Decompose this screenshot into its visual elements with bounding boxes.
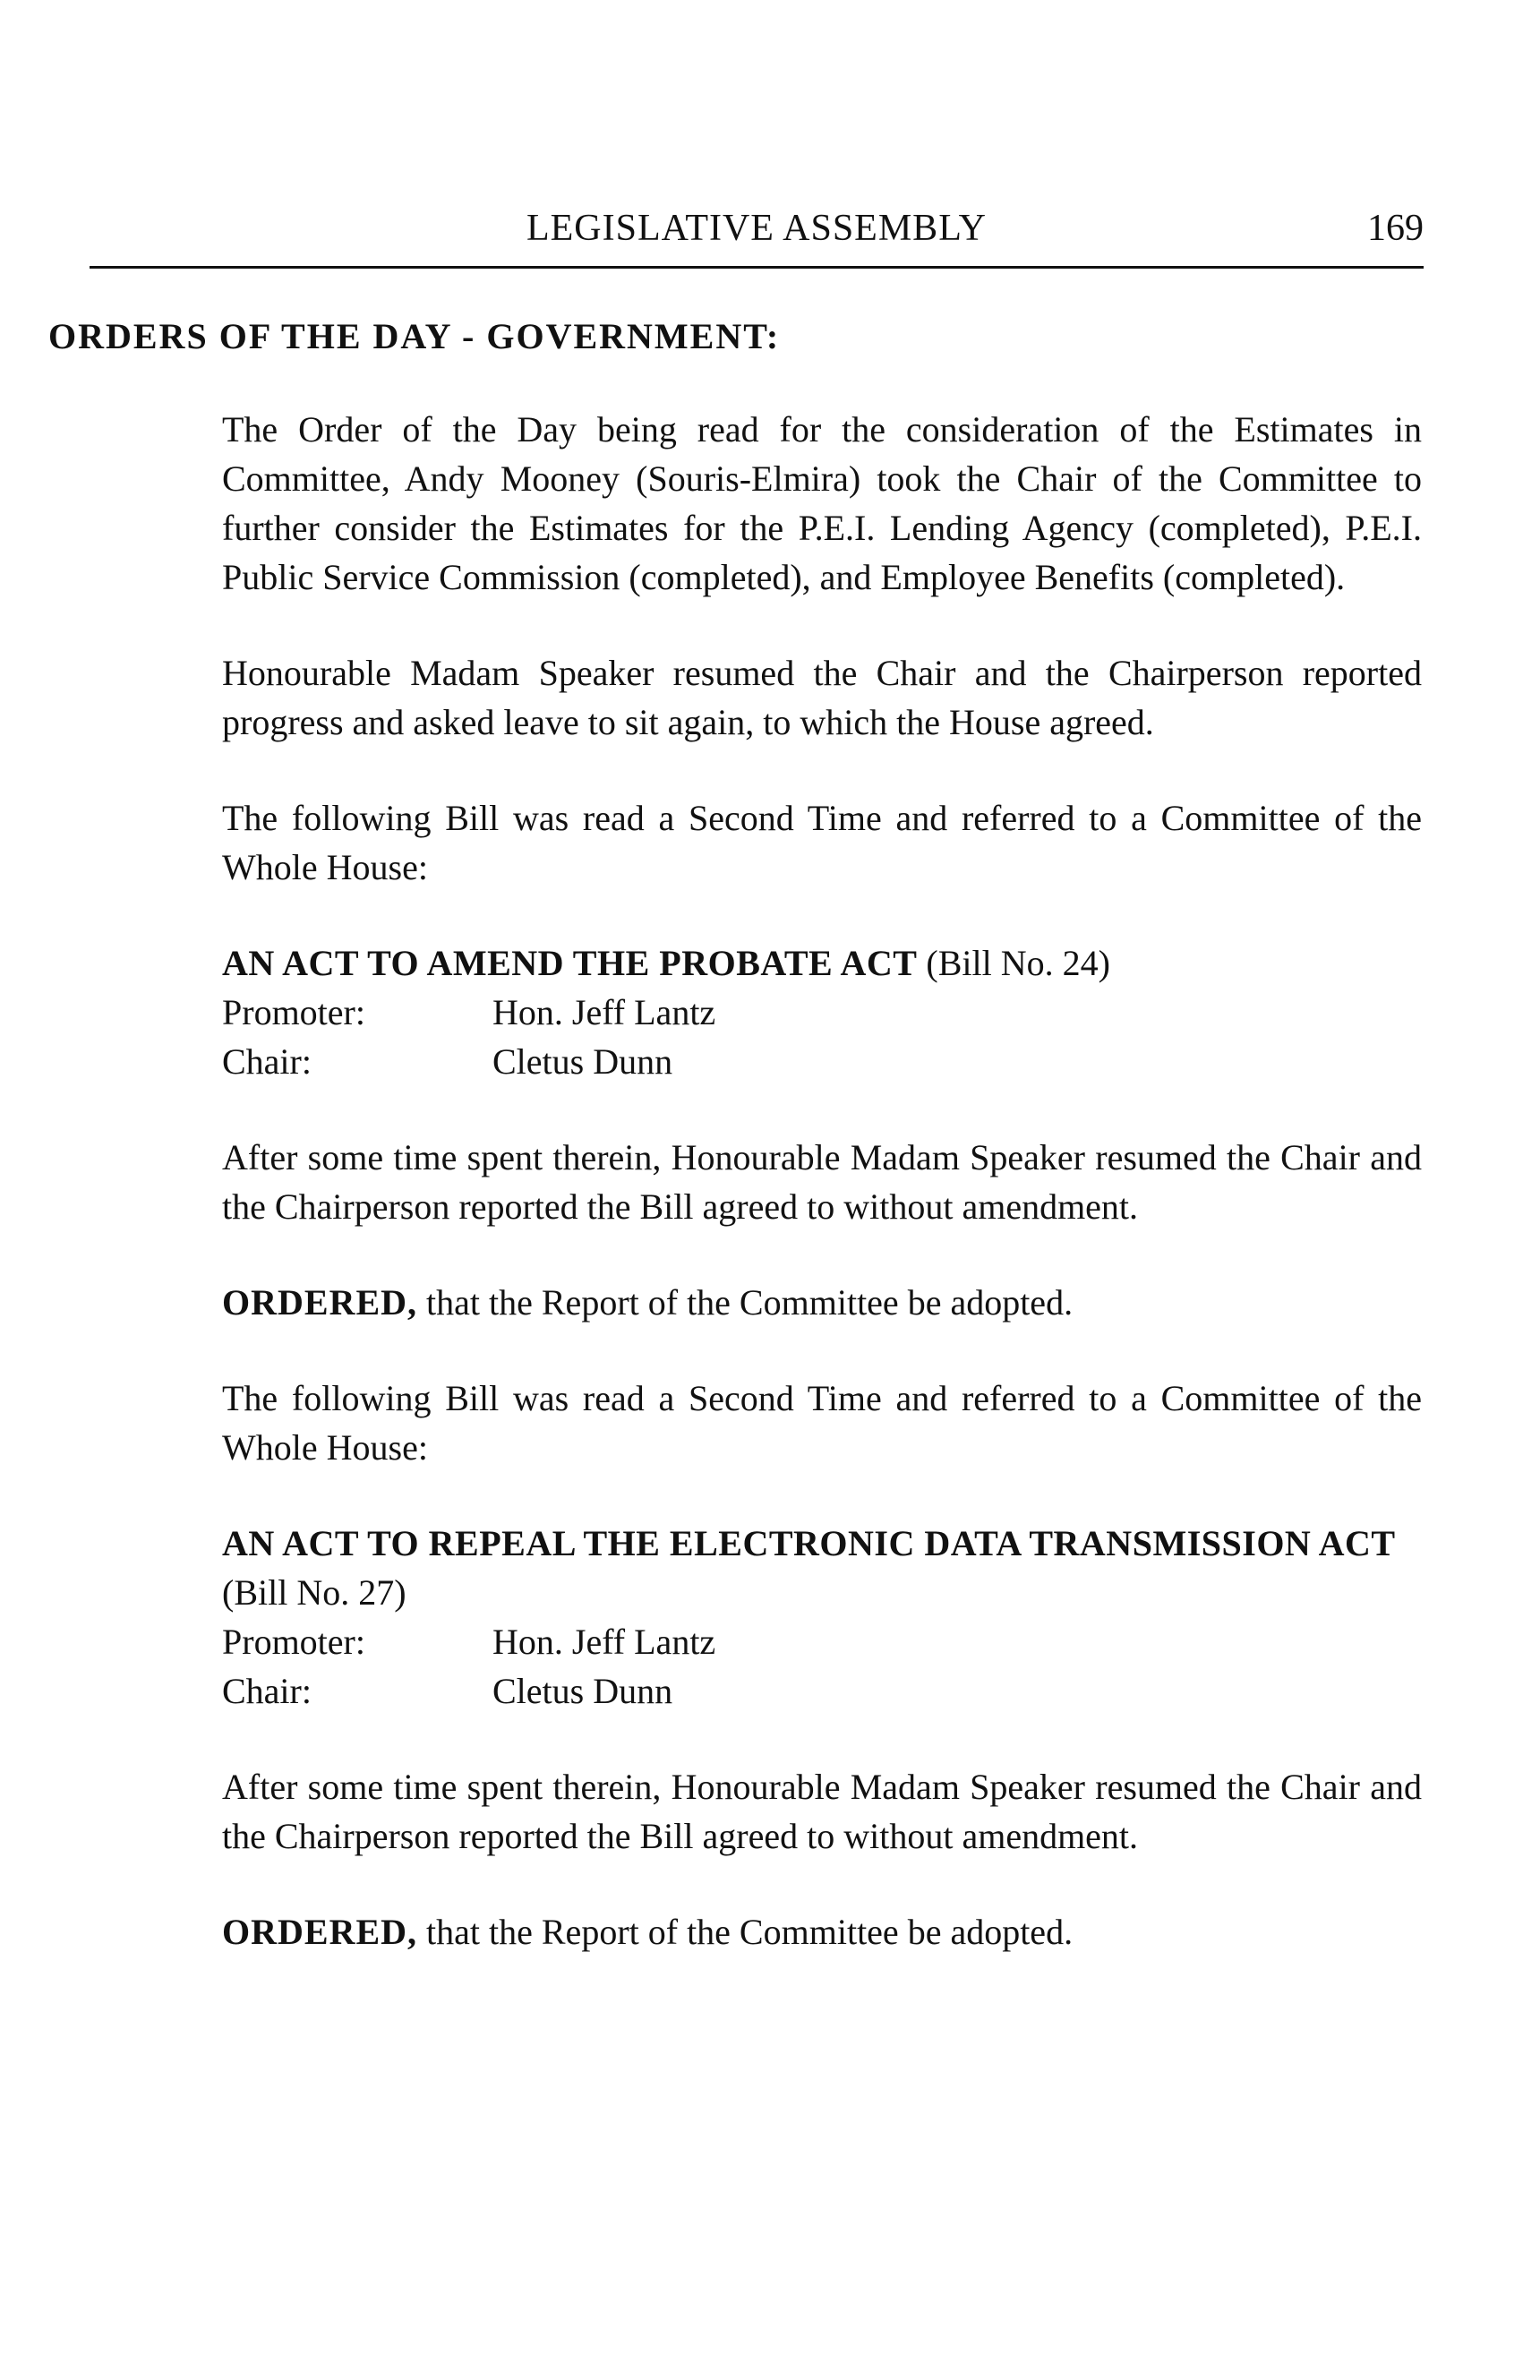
page-number: 169 bbox=[1367, 208, 1424, 249]
promoter-row bbox=[222, 1617, 1422, 1666]
promoter-label: Promoter: bbox=[222, 1622, 365, 1662]
committee-report-paragraph: After some time spent therein, Honourable Madam Speaker resumed the Chair and the Chairperson reported the Bill agreed to without amendment. bbox=[222, 1137, 1422, 1227]
bill-entry bbox=[222, 938, 1422, 1086]
chair-row bbox=[222, 1037, 1422, 1086]
chair-name: Cletus Dunn bbox=[492, 1671, 673, 1711]
bill-title-line bbox=[222, 938, 1422, 988]
bill-number: (Bill No. 27) bbox=[222, 1572, 406, 1613]
header-title: LEGISLATIVE ASSEMBLY bbox=[526, 208, 987, 249]
chair-name: Cletus Dunn bbox=[492, 1041, 673, 1082]
speaker-resumed-paragraph: Honourable Madam Speaker resumed the Chair and the Chairperson reported progress and asked leave to sit again, to which the House agreed. bbox=[222, 653, 1422, 742]
bill-entry bbox=[222, 1519, 1422, 1716]
page-body bbox=[222, 405, 1422, 2003]
chair-label: Chair: bbox=[222, 1671, 312, 1711]
bill-number: (Bill No. 24) bbox=[926, 943, 1110, 983]
ordered-text: that the Report of the Committee be adopted. bbox=[426, 1912, 1074, 1952]
ordered-text: that the Report of the Committee be adopted. bbox=[426, 1282, 1074, 1323]
promoter-name: Hon. Jeff Lantz bbox=[492, 992, 716, 1032]
ordered-paragraph bbox=[222, 1278, 1422, 1327]
second-reading-paragraph: The following Bill was read a Second Time and referred to a Committee of the Whole House: bbox=[222, 1378, 1422, 1468]
ordered-keyword: ORDERED, bbox=[222, 1282, 418, 1323]
promoter-label: Promoter: bbox=[222, 992, 365, 1032]
bill-title: AN ACT TO AMEND THE PROBATE ACT bbox=[222, 943, 918, 983]
promoter-name: Hon. Jeff Lantz bbox=[492, 1622, 716, 1662]
bill-title: AN ACT TO REPEAL THE ELECTRONIC DATA TRANSMISSION ACT bbox=[222, 1523, 1396, 1563]
estimates-paragraph: The Order of the Day being read for the consideration of the Estimates in Committee, Andy Mooney (Souris-Elmira) took the Chair of the Committee to further consider the Estimates for the P.E.I. Lending Agency (completed), P.E.I. Public Service Commission (completed), and Employee Benefits (completed). bbox=[222, 409, 1422, 597]
chair-label: Chair: bbox=[222, 1041, 312, 1082]
second-reading-paragraph: The following Bill was read a Second Time and referred to a Committee of the Whole House: bbox=[222, 798, 1422, 887]
ordered-paragraph bbox=[222, 1907, 1422, 1956]
promoter-row bbox=[222, 988, 1422, 1037]
bill-title-line bbox=[222, 1519, 1422, 1617]
chair-row bbox=[222, 1666, 1422, 1716]
ordered-keyword: ORDERED, bbox=[222, 1912, 418, 1952]
committee-report-paragraph: After some time spent therein, Honourable Madam Speaker resumed the Chair and the Chairperson reported the Bill agreed to without amendment. bbox=[222, 1767, 1422, 1856]
section-heading: ORDERS OF THE DAY - GOVERNMENT: bbox=[48, 316, 781, 356]
running-header bbox=[90, 201, 1424, 269]
